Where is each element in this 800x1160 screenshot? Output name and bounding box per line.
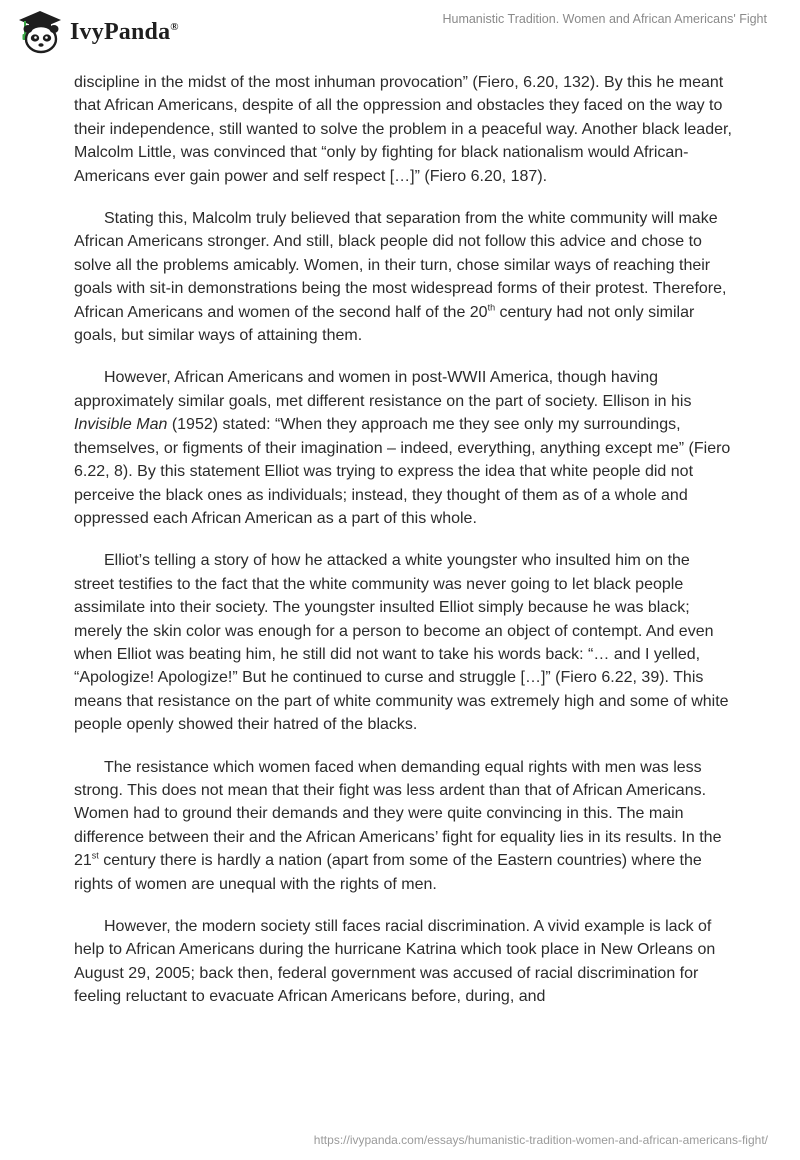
superscript-st: st <box>91 850 99 861</box>
paragraph-2: Stating this, Malcolm truly believed that separation from the white community will make African Americans stronger. And still, black people did not follow this advice and chose to solve all the problems amicably. Women, in their turn, chose similar ways of reaching their goals with sit-in demonstrations being the most widespread forms of their protest. Therefore, African Americans and women of the second half of the 20th century had not only similar goals, but similar ways of attaining them. <box>74 210 727 345</box>
page-header <box>0 0 800 62</box>
paragraph-6: However, the modern society still faces racial discrimination. A vivid example is lack of help to African Americans during the hurricane Katrina which took place in New Orleans on August 29, 2005; back then, federal government was accused of racial discrimination for feeling reluctant to evacuate African Americans before, during, and <box>74 918 716 1006</box>
source-url[interactable]: https://ivypanda.com/essays/humanistic-tradition-women-and-african-americans-fight/ <box>313 1133 768 1147</box>
panda-graduate-icon <box>16 9 64 55</box>
paragraph-5: The resistance which women faced when demanding equal rights with men was less strong. This does not mean that their fight was less ardent than that of African Americans. Women had to ground their demands and they were quite convincing in this. The main difference between their and the African Americans’ fight for equality lies in its results. In the 21st century there is hardly a nation (apart from some of the Eastern countries) where the rights of women are unequal with the rights of men. <box>74 758 722 893</box>
paragraph-1: discipline in the midst of the most inhuman provocation” (Fiero, 6.20, 132). By this he meant that African Americans, despite of all the oppression and obstacles they faced on the way to their independence, still wanted to solve the problem in a peaceful way. Another black leader, Malcolm Little, was convinced that “only by fighting for black nationalism would African-Americans ever gain power and self respect […]” (Fiero 6.20, 187). <box>74 74 732 185</box>
book-title: Invisible Man <box>74 416 168 434</box>
page-title: Humanistic Tradition. Women and African Americans' Fight <box>442 12 767 26</box>
paragraph-3: However, African Americans and women in post-WWII America, though having approximately similar goals, met different resistance on the part of society. Ellison in his Invisible Man (1952) stated: “When they approach me they see only my surroundings, themselves, or figments of their imagination – indeed, everything, anything except me” (Fiero 6.22, 8). By this statement Elliot was trying to express the idea that white people did not perceive the black ones as individuals; instead, they thought of them as of a whole and oppressed each African American as a part of this whole. <box>74 369 731 527</box>
brand-name: IvyPanda® <box>70 18 179 45</box>
site-logo[interactable] <box>16 8 179 56</box>
paragraph-4: Elliot’s telling a story of how he attacked a white youngster who insulted him on the street testifies to the fact that the white community was never going to let black people assimilate into their society. The youngster insulted Elliot simply because he was black; merely the skin color was enough for a person to become an object of contempt. And even when Elliot was beating him, he still did not want to take his words back: “… and I yelled, “Apologize! Apologize!” But he continued to curse and struggle […]” (Fiero 6.22, 39). This means that resistance on the part of white community was extremely high and some of white people openly showed their hatred of the blacks. <box>74 552 729 734</box>
superscript-th: th <box>487 302 496 313</box>
article-body <box>74 71 734 1009</box>
